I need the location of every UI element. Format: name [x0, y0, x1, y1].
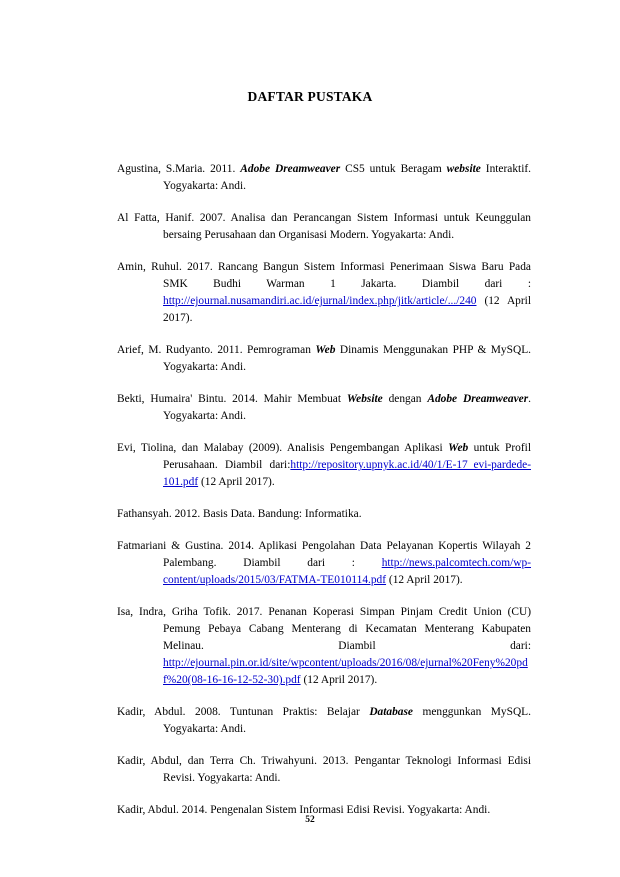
reference-emphasis: Website: [346, 393, 383, 406]
reference-text: Isa, Indra, Griha Tofik. 2017. Penanan Koperasi Simpan Pinjam Credit Union (CU) Pemung Pebaya Cabang Menterang di Kecamatan Menterang Kabupaten Melinau. Diambil dari:: [117, 606, 531, 653]
reference-text: untuk Profil Perusahaan. Diambil dari:: [163, 442, 531, 472]
reference-emphasis: Web: [448, 442, 469, 455]
reference-text: . Yogyakarta: Andi.: [163, 393, 531, 423]
page-title: DAFTAR PUSTAKA: [247, 89, 373, 104]
reference-link[interactable]: http://news.palcomtech.com/wp-content/uploads/2015/03/FATMA-TE010114.pdf: [163, 557, 531, 587]
reference-text: menggunkan MySQL. Yogyakarta: Andi.: [163, 706, 531, 736]
reference-text: Kadir, Abdul, dan Terra Ch. Triwahyuni. 2013. Pengantar Teknologi Informasi Edisi Revisi. Yogyakarta: Andi.: [117, 755, 531, 785]
reference-text: (12 April 2017).: [300, 674, 378, 687]
reference-entry: [117, 342, 531, 376]
reference-entry: [117, 210, 531, 244]
reference-text: dengan: [382, 393, 428, 406]
reference-text: Amin, Ruhul. 2017. Rancang Bangun Sistem Informasi Penerimaan Siswa Baru Pada SMK Budhi Warman 1 Jakarta. Diambil dari :: [117, 261, 531, 291]
reference-text: CS5 untuk Beragam: [340, 163, 447, 176]
reference-entry: [117, 440, 531, 491]
reference-emphasis: Database: [369, 706, 413, 719]
reference-entry: [117, 753, 531, 787]
reference-entry: [117, 506, 531, 523]
reference-link[interactable]: http://ejournal.nusamandiri.ac.id/ejurnal/index.php/jitk/article/.../240: [163, 295, 477, 308]
reference-link[interactable]: http://ejournal.pin.or.id/site/wpcontent/uploads/2016/08/ejurnal%20Feny%20pdf%20(08-16-16-12-52-30).pdf: [163, 657, 528, 687]
reference-text: Evi, Tiolina, dan Malabay (2009). Analisis Pengembangan Aplikasi: [117, 442, 449, 455]
reference-text: (12 April 2017).: [163, 295, 531, 325]
reference-emphasis: Adobe Dreamweaver: [240, 163, 341, 176]
reference-emphasis: Adobe Dreamweaver: [427, 393, 529, 406]
reference-emphasis: Web: [315, 344, 336, 357]
reference-text: Kadir, Abdul. 2008. Tuntunan Praktis: Belajar: [117, 706, 370, 719]
reference-text: Arief, M. Rudyanto. 2011. Pemrograman: [117, 344, 316, 357]
reference-entry: [117, 259, 531, 327]
reference-text: Bekti, Humaira' Bintu. 2014. Mahir Membuat: [117, 393, 347, 406]
reference-entry: [117, 604, 531, 689]
reference-text: Kadir, Abdul. 2014. Pengenalan Sistem Informasi Edisi Revisi. Yogyakarta: Andi.: [117, 804, 491, 817]
reference-text: Al Fatta, Hanif. 2007. Analisa dan Perancangan Sistem Informasi untuk Keunggulan bersaing Perusahaan dan Organisasi Modern. Yogyakarta: Andi.: [117, 212, 531, 242]
reference-entry: [117, 391, 531, 425]
reference-entry: [117, 704, 531, 738]
reference-link[interactable]: http://repository.upnyk.ac.id/40/1/E-17_evi-pardede-101.pdf: [163, 459, 531, 489]
reference-text: (12 April 2017).: [198, 476, 275, 489]
reference-text: Agustina, S.Maria. 2011.: [117, 163, 241, 176]
reference-text: Interaktif. Yogyakarta: Andi.: [163, 163, 532, 193]
page-number: 52: [305, 815, 315, 825]
reference-text: Fatmariani & Gustina. 2014. Aplikasi Pengolahan Data Pelayanan Kopertis Wilayah 2 Palembang. Diambil dari :: [117, 540, 531, 570]
reference-emphasis: website: [446, 163, 481, 176]
reference-text: Fathansyah. 2012. Basis Data. Bandung: Informatika.: [117, 508, 362, 521]
reference-list: [117, 150, 531, 834]
reference-entry: [117, 161, 531, 195]
reference-entry: [117, 538, 531, 589]
reference-text: Dinamis Menggunakan PHP & MySQL. Yogyakarta: Andi.: [163, 344, 531, 374]
reference-text: (12 April 2017).: [386, 574, 463, 587]
